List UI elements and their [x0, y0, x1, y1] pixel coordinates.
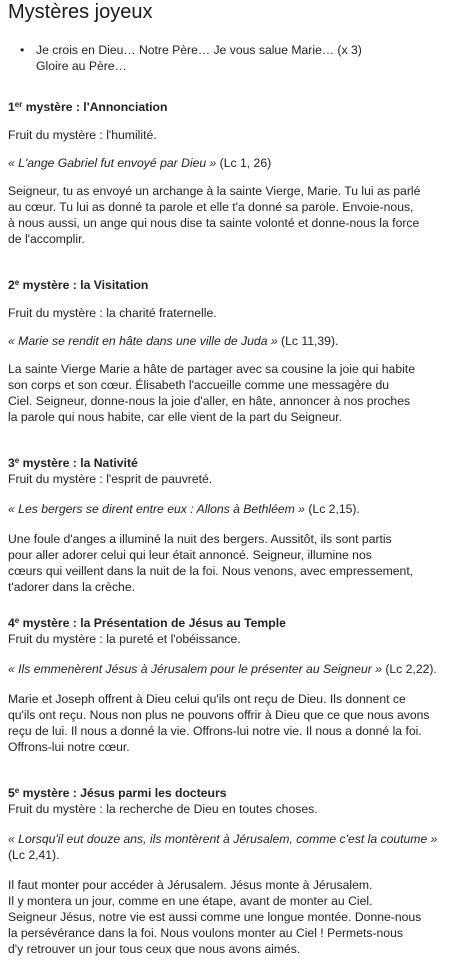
- mystery-meditation: Il faut monter pour accéder à Jérusalem. Jésus monte à Jérusalem. Il y montera un jour, comme en une étape, avant de monter au Ciel. Seigneur Jésus, notre vie est aussi comme une longue montée. Donne-nous la persévérance dans la foi. Nous voulons monter au Ciel ! Permets-nous d'y retrouver un jour tous ceux que nous avons aimés.: [8, 878, 422, 956]
- mystery-heading: 3e mystère : la Nativité: [8, 456, 138, 470]
- mystery-heading: 5e mystère : Jésus parmi les docteurs: [8, 786, 227, 800]
- mystery-heading: 4e mystère : la Présentation de Jésus au Temple: [8, 616, 286, 630]
- mystery-3: [8, 455, 468, 595]
- mystery-meditation: Marie et Joseph offrent à Dieu celui qu'ils ont reçu de Dieu. Ils donnent ce qu'ils ont reçu. Nous non plus ne pouvons offrir à Dieu que ce que nous avons reçu de lui. Il nous a donné la vie. Offrons-lui notre vie. Il nous a donné la foi. Offrons-lui notre cœur.: [8, 692, 430, 754]
- intro-line-2: Gloire au Père…: [36, 59, 127, 73]
- mystery-fruit: Fruit du mystère : la recherche de Dieu en toutes choses.: [8, 802, 318, 816]
- intro-prayers-list: [8, 42, 468, 74]
- page-title: Mystères joyeux: [8, 1, 153, 23]
- mystery-fruit: Fruit du mystère : la charité fraternelle.: [8, 306, 217, 320]
- document-page: [0, 0, 468, 74]
- mystery-fruit: Fruit du mystère : l'esprit de pauvreté.: [8, 472, 213, 486]
- mystery-quote: « Marie se rendit en hâte dans une ville de Juda » (Lc 11,39).: [8, 334, 339, 348]
- intro-prayers-item: [36, 42, 468, 74]
- mystery-quote: « L'ange Gabriel fut envoyé par Dieu » (Lc 1, 26): [8, 156, 272, 170]
- mystery-meditation: La sainte Vierge Marie a hâte de partager avec sa cousine la joie qui habite son corps et son cœur. Élisabeth l'accueille comme une messagère du Ciel. Seigneur, donne-nous la joie d'aller, en hâte, annoncer à nos proches la parole qui nous habite, car elle vient de la part du Seigneur.: [8, 362, 415, 424]
- mystery-quote: « Les bergers se dirent entre eux : Allons à Bethléem » (Lc 2,15).: [8, 502, 360, 516]
- mystery-heading: 1er mystère : l'Annonciation: [8, 100, 168, 114]
- mystery-1: [8, 99, 468, 247]
- mystery-quote: « Lorsqu'il eut douze ans, ils montèrent à Jérusalem, comme c'est la coutume » (Lc 2,41).: [8, 832, 438, 862]
- mystery-meditation: Seigneur, tu as envoyé un archange à la sainte Vierge, Marie. Tu lui as parlé au cœur. Tu lui as donné ta parole et elle t'a donné sa parole. Envoie-nous, à nous aussi, un ange qui nous dise ta sainte volonté et donne-nous la force de l'accomplir.: [8, 184, 421, 246]
- mystery-quote: « Ils emmenèrent Jésus à Jérusalem pour le présenter au Seigneur » (Lc 2,22).: [8, 662, 437, 676]
- mystery-heading: 2e mystère : la Visitation: [8, 278, 149, 292]
- intro-line-1: Je crois en Dieu… Notre Père… Je vous salue Marie… (x 3): [36, 43, 362, 57]
- mystery-fruit: Fruit du mystère : la pureté et l'obéissance.: [8, 632, 241, 646]
- mystery-4: [8, 615, 468, 755]
- mystery-fruit: Fruit du mystère : l'humilité.: [8, 128, 157, 142]
- mystery-2: [8, 277, 468, 425]
- mystery-5: [8, 785, 468, 957]
- mystery-meditation: Une foule d'anges a illuminé la nuit des bergers. Aussitôt, ils sont partis pour aller adorer celui qui leur était annoncé. Seigneur, illumine nos cœurs qui veillent dans la nuit de la foi. Nous venons, avec empressement, t'adorer dans la crèche.: [8, 532, 414, 594]
